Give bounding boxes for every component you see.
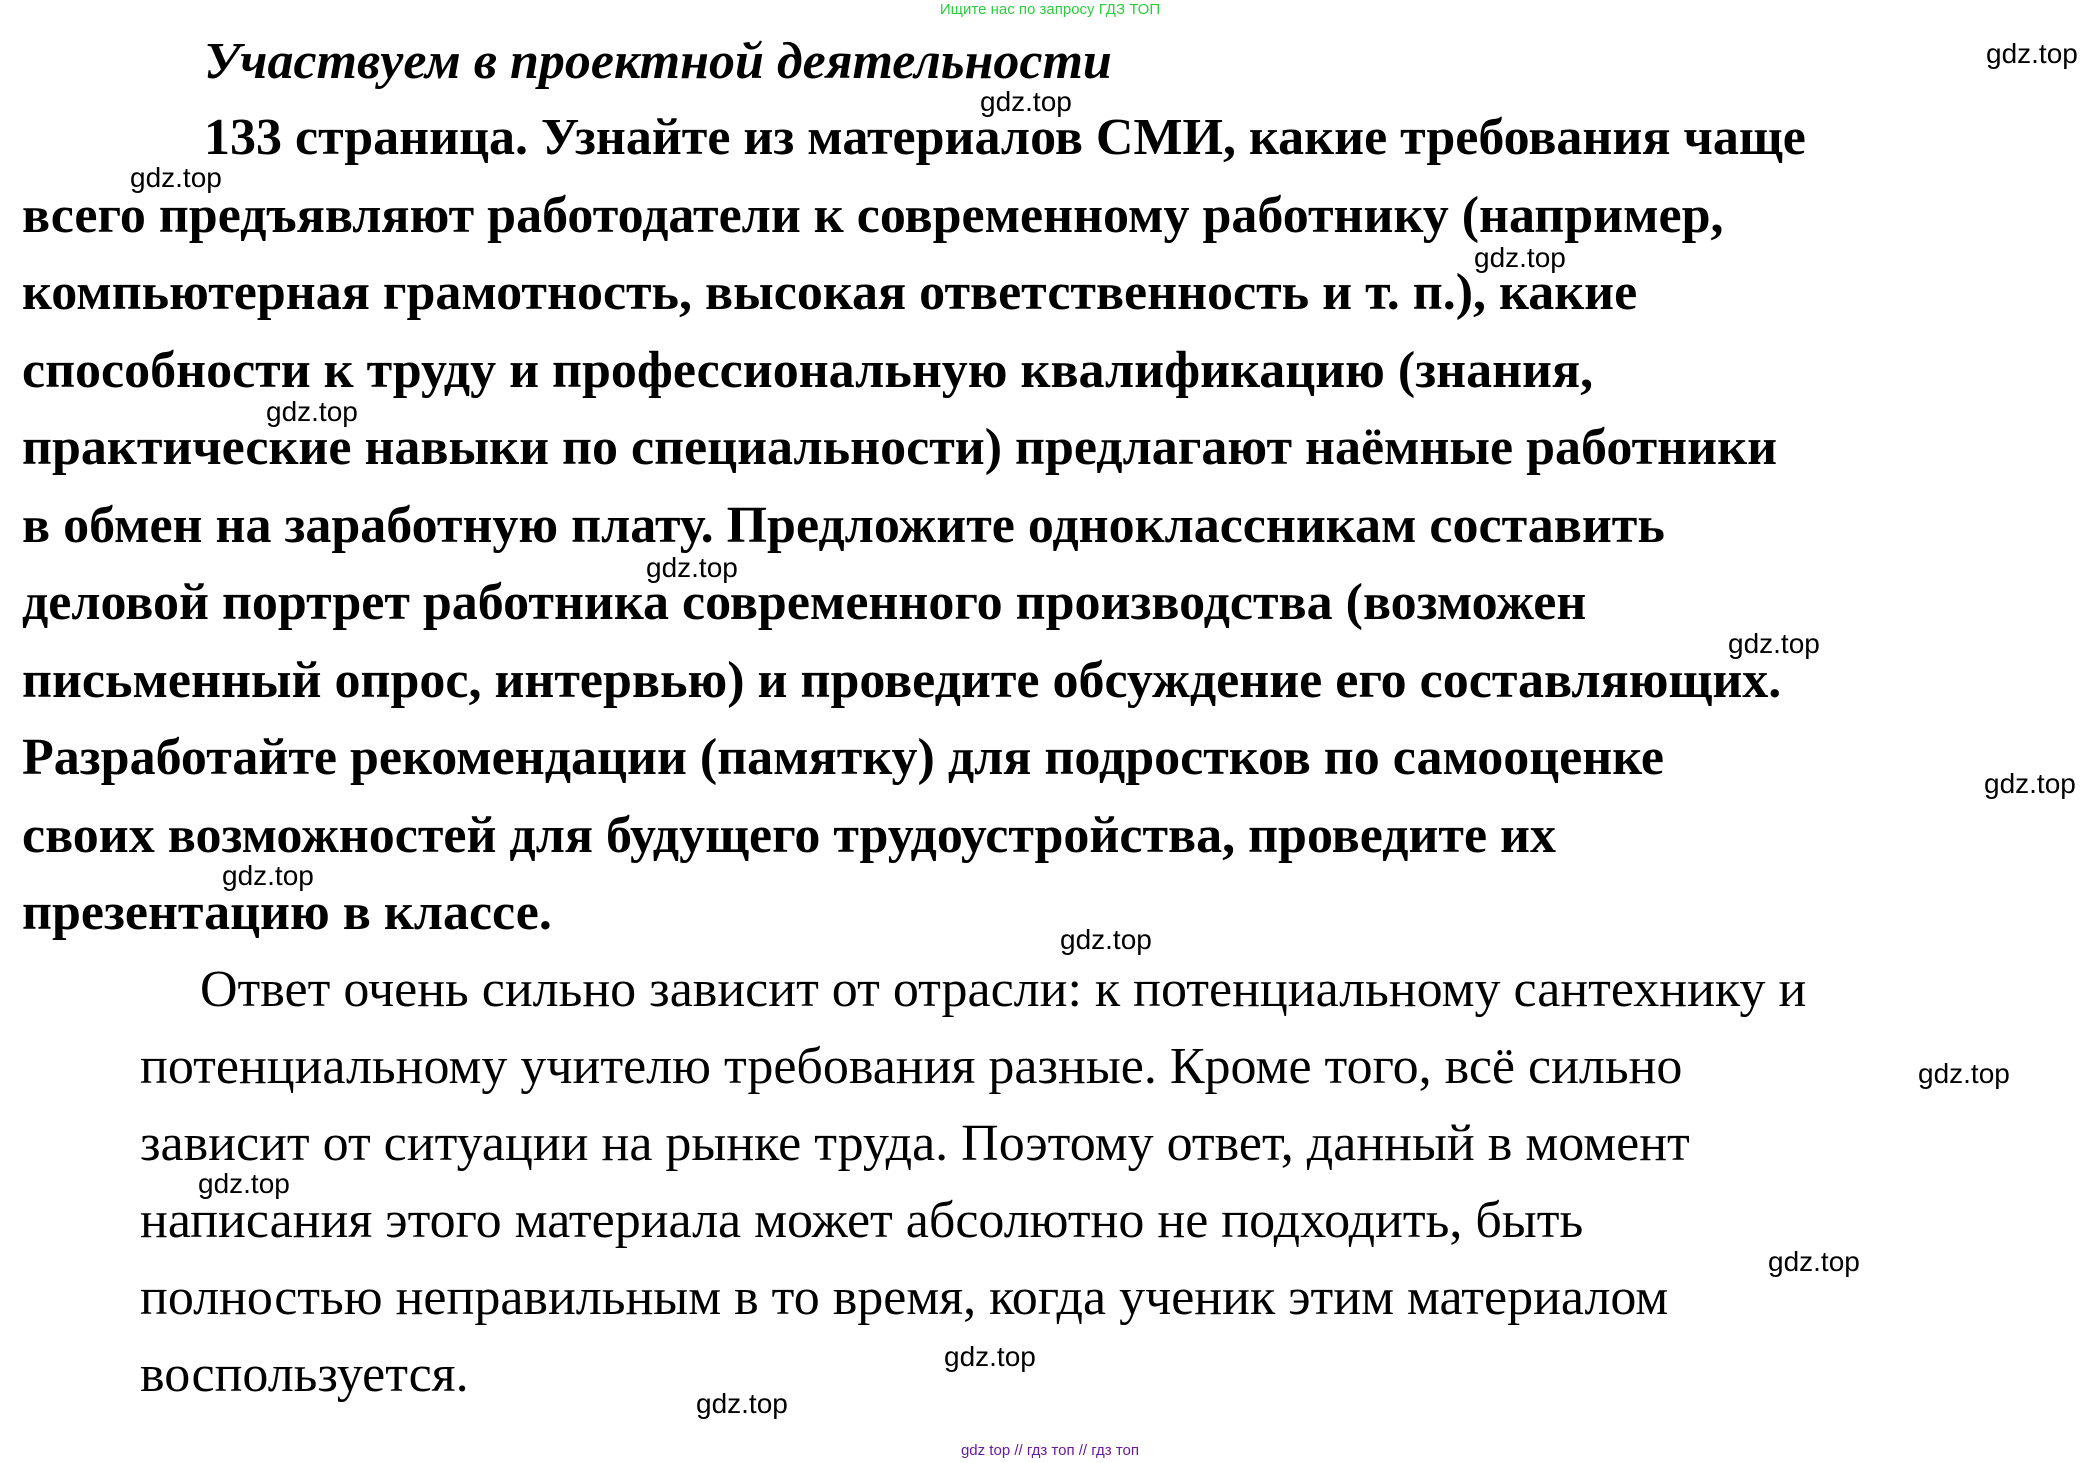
task-line: письменный опрос, интервью) и проведите обсуждение его составляющих.: [22, 652, 1782, 709]
watermark-text: gdz.top: [980, 86, 1072, 117]
task-line: всего предъявляют работодатели к современному работнику (например,: [22, 187, 1724, 244]
watermark-text: gdz.top: [646, 552, 738, 583]
task-line: презентацию в классе.: [22, 884, 552, 941]
task-line: компьютерная грамотность, высокая ответственность и т. п.), какие: [22, 264, 1638, 321]
task-line: практические навыки по специальности) предлагают наёмные работники: [22, 419, 1778, 476]
watermark-text: gdz.top: [1984, 768, 2076, 799]
task-line: 133 страница. Узнайте из материалов СМИ, какие требования чаще: [204, 109, 1806, 166]
answer-line: потенциальному учителю требования разные. Кроме того, всё сильно: [140, 1038, 1683, 1095]
task-line: Разработайте рекомендации (памятку) для подростков по самооценке: [22, 729, 1664, 786]
watermark-text: gdz.top: [266, 396, 358, 427]
watermark-text: gdz.top: [1986, 38, 2078, 69]
footer-text: gdz top // гдз топ // гдз топ: [960, 1442, 1140, 1459]
watermark-text: gdz.top: [1060, 924, 1152, 955]
watermark-text: gdz.top: [1728, 628, 1820, 659]
answer-line: написания этого материала может абсолютно не подходить, быть: [140, 1192, 1584, 1249]
answer-line: полностью неправильным в то время, когда ученик этим материалом: [140, 1269, 1669, 1326]
watermark-text: gdz.top: [1918, 1058, 2010, 1089]
watermark-text: gdz.top: [1474, 242, 1566, 273]
watermark-text: gdz.top: [1768, 1246, 1860, 1277]
task-line: способности к труду и профессиональную квалификацию (знания,: [22, 342, 1594, 399]
watermark-text: gdz.top: [944, 1341, 1036, 1372]
task-line: в обмен на заработную плату. Предложите одноклассникам составить: [22, 497, 1665, 554]
section-heading: Участвуем в проектной деятельности: [204, 33, 1112, 90]
answer-line: Ответ очень сильно зависит от отрасли: к потенциальному сантехнику и: [200, 961, 1807, 1018]
answer-line: воспользуется.: [140, 1346, 469, 1403]
task-line: своих возможностей для будущего трудоустройства, проведите их: [22, 807, 1556, 864]
watermark-text: gdz.top: [696, 1388, 788, 1419]
watermark-text: gdz.top: [198, 1168, 290, 1199]
task-line: деловой портрет работника современного производства (возможен: [22, 574, 1587, 631]
watermark-text: gdz.top: [130, 162, 222, 193]
answer-line: зависит от ситуации на рынке труда. Поэтому ответ, данный в момент: [140, 1115, 1690, 1172]
top-banner-text: Ищите нас по запросу ГДЗ ТОП: [939, 1, 1161, 18]
watermark-text: gdz.top: [222, 860, 314, 891]
